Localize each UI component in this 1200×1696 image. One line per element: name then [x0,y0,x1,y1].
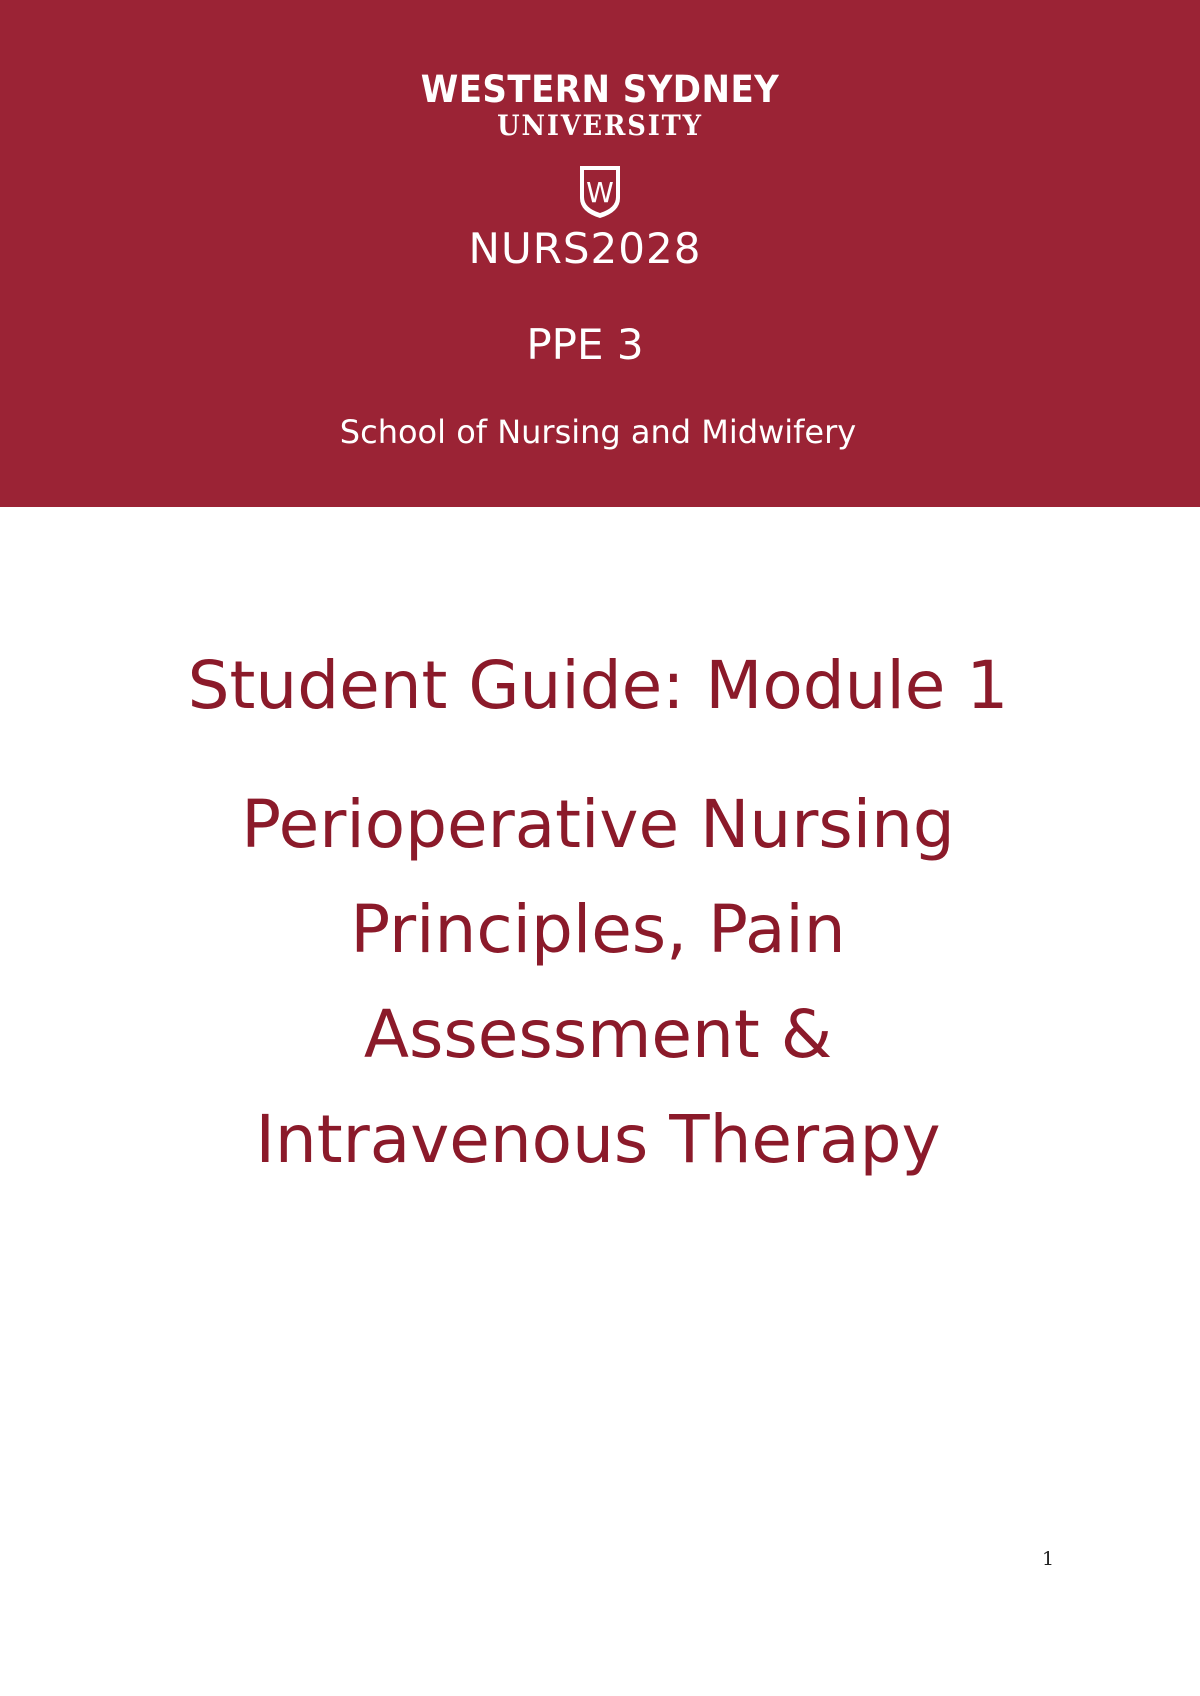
unit-label: PPE 3 [526,320,644,369]
university-shield-icon [578,164,622,220]
header-banner [0,0,1200,507]
page-number: 1 [1041,1548,1055,1570]
subtitle-line: Principles, Pain [350,891,846,968]
logo-line-western-sydney: WESTERN SYDNEY [420,68,780,111]
subtitle-line: Assessment & [363,996,833,1073]
university-logo [0,70,1200,142]
logo-line-university: UNIVERSITY [497,109,703,142]
subtitle-line: Perioperative Nursing [241,786,955,863]
document-subtitle [0,772,1196,1192]
school-name: School of Nursing and Midwifery [339,413,857,451]
shield-letter: W [586,176,614,209]
course-code: NURS2028 [468,224,702,273]
document-title: Student Guide: Module 1 [187,647,1009,724]
subtitle-line: Intravenous Therapy [255,1101,941,1178]
